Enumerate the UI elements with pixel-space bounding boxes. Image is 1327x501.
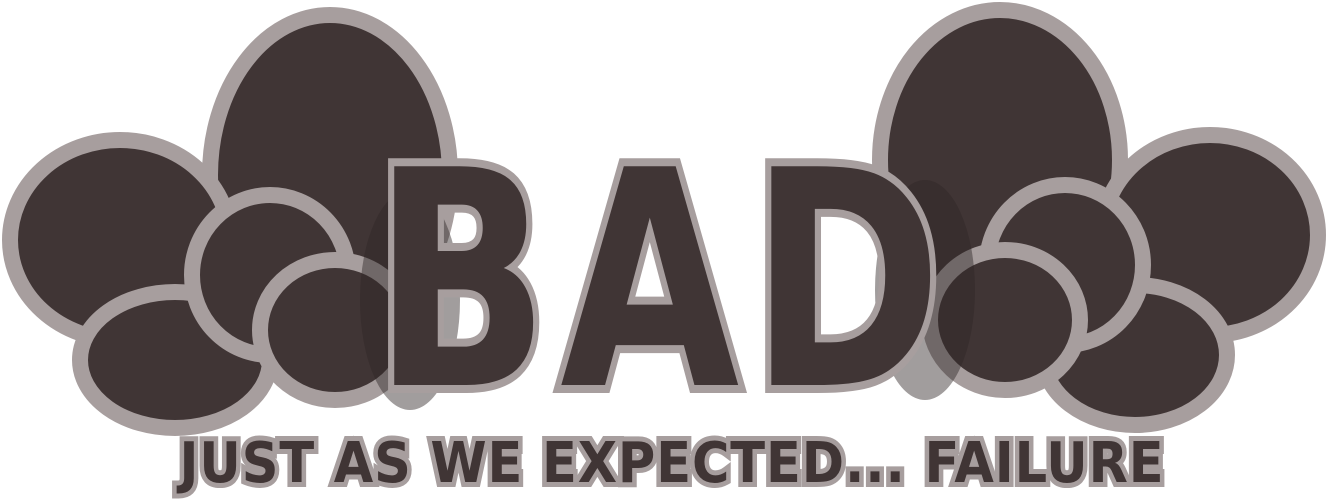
headline: BAD [373,107,953,456]
tagline: JUST AS WE EXPECTED... FAILURE [175,431,1165,496]
